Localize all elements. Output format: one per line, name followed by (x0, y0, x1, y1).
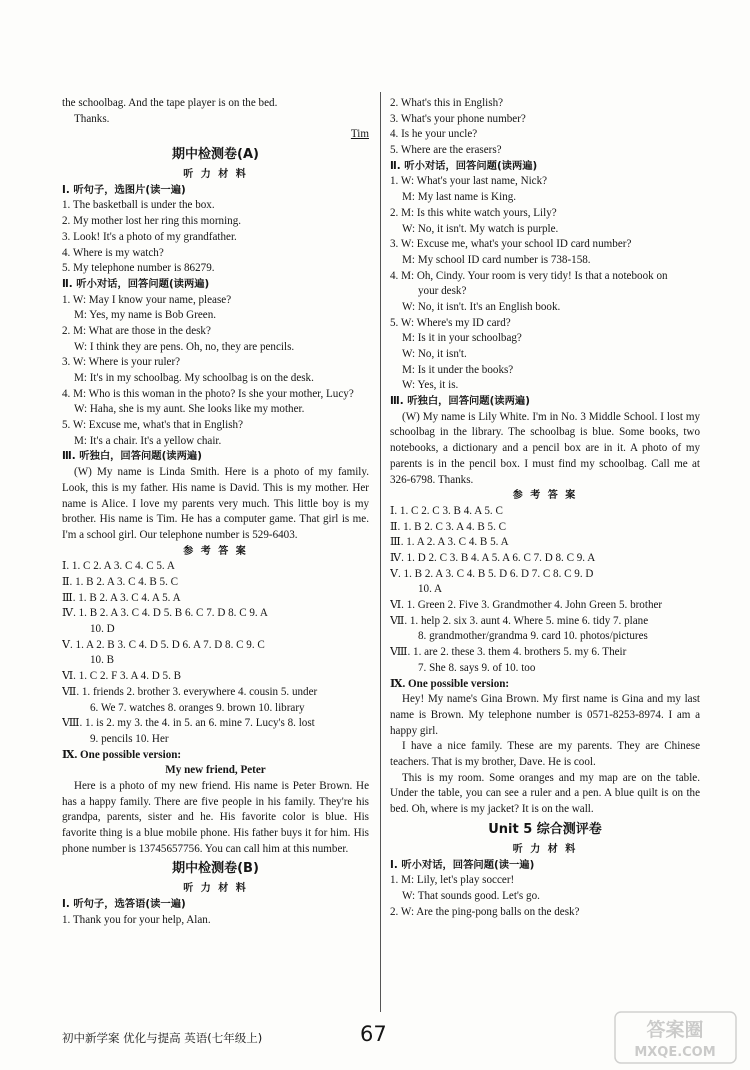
right-column-line: 4. Is he your uncle? (390, 128, 478, 141)
left-column-line: Tim (350, 128, 369, 141)
left-column-line: M: It's a chair. It's a yellow chair. (74, 434, 222, 447)
right-column-line: 5. Where are the erasers? (390, 144, 502, 157)
right-column-line: Ⅱ. 听小对话，回答问题(读两遍) (390, 159, 538, 172)
right-column-line: 听 力 材 料 (512, 843, 578, 855)
left-column-line: W: I think they are pens. Oh, no, they are pencils. (74, 340, 295, 353)
left-column (62, 96, 369, 929)
right-column-line: Ⅲ. 1. A 2. A 3. C 4. B 5. A (390, 536, 509, 549)
left-column-line: W: Haha, she is my aunt. She looks like my mother. (74, 403, 305, 416)
left-column-line: the schoolbag. And the tape player is on the bed. (62, 97, 278, 109)
left-column-line: Ⅲ. 1. B 2. A 3. C 4. A 5. A (62, 591, 181, 604)
right-column-line: (W) My name is Lily White. I'm in No. 3 Middle School. I lost my schoolbag in the library. The schoolbag is blue. Some books, two notebooks, a dictionary and a pencil box are in it. A photo of my parents is in the pencil box. I must find my schoolbag. Call me at 326-6798. Thanks. (390, 410, 700, 486)
svg-text:答案圈: 答案圈 (646, 1019, 704, 1041)
right-column-line: 参 考 答 案 (512, 490, 578, 502)
left-column-line: 3. W: Where is your ruler? (62, 356, 181, 369)
right-column-line: 3. W: Excuse me, what's your school ID card number? (390, 238, 632, 251)
right-column-line: W: Yes, it is. (402, 379, 459, 392)
right-column-line: Hey! My name's Gina Brown. My first name is Gina and my last name is Brown. My telephone number is 0571-8253-8974. I am a happy girl. (390, 693, 700, 737)
left-column-line: M: It's in my schoolbag. My schoolbag is on the desk. (74, 372, 314, 384)
left-column-line: 9. pencils 10. Her (90, 732, 169, 745)
left-column-line: Ⅱ. 听小对话，回答问题(读两遍) (62, 277, 210, 290)
left-column-line: Ⅷ. 1. is 2. my 3. the 4. in 5. an 6. mine 7. Lucy's 8. lost (62, 717, 315, 730)
left-column-line: 期中检测卷(B) (172, 861, 259, 877)
page-number: 67 (360, 1022, 387, 1046)
right-column-line: W: No, it isn't. It's an English book. (402, 300, 561, 313)
right-column-line: Ⅸ. One possible version: (390, 677, 510, 690)
right-column-line: Ⅶ. 1. help 2. six 3. aunt 4. Where 5. mine 6. tidy 7. plane (390, 614, 649, 627)
left-column-line: Ⅲ. 听独白，回答问题(读两遍) (62, 450, 202, 463)
left-column-line: Ⅱ. 1. B 2. A 3. C 4. B 5. C (62, 576, 179, 589)
right-column-line: 2. What's this in English? (390, 97, 504, 109)
left-column-line: 参 考 答 案 (183, 545, 248, 557)
left-column-line: Ⅰ. 听句子，选图片(读一遍) (62, 183, 186, 196)
left-column-line: 2. M: What are those in the desk? (62, 324, 211, 337)
right-column-line: Ⅵ. 1. Green 2. Five 3. Grandmother 4. John Green 5. brother (390, 599, 663, 612)
right-column-line: Unit 5 综合测评卷 (488, 821, 602, 837)
right-column-line: This is my room. Some oranges and my map are on the table. Under the table, you can see a ruler and a pen. A blue quilt is on the bed. Oh, where is my jacket? It is on the wall. (390, 771, 700, 816)
watermark-logo (613, 1010, 738, 1065)
right-column-line: Ⅴ. 1. B 2. A 3. C 4. B 5. D 6. D 7. C 8. C 9. D (390, 567, 594, 580)
left-column-line: Ⅶ. 1. friends 2. brother 3. everywhere 4. cousin 5. under (62, 685, 318, 698)
right-column-line: 1. W: What's your last name, Nick? (390, 175, 548, 188)
left-column-line: Ⅰ. 听句子，选答语(读一遍) (62, 898, 186, 911)
left-column-line: Ⅳ. 1. B 2. A 3. C 4. D 5. B 6. C 7. D 8. C 9. A (62, 607, 268, 620)
left-column-line: 4. Where is my watch? (62, 246, 164, 259)
left-column-line: 听 力 材 料 (183, 883, 248, 895)
right-column-line: W: That sounds good. Let's go. (402, 889, 540, 902)
left-column-line: 1. Thank you for your help, Alan. (62, 913, 211, 926)
right-column-line: M: Is it in your schoolbag? (402, 332, 522, 345)
left-column-line: 期中检测卷(A) (172, 147, 259, 163)
right-column-line: M: My last name is King. (402, 191, 517, 204)
right-column (390, 96, 700, 920)
right-column-line: Ⅱ. 1. B 2. C 3. A 4. B 5. C (390, 520, 507, 533)
left-column-line: Ⅵ. 1. C 2. F 3. A 4. D 5. B (62, 670, 182, 683)
left-column-line: Ⅴ. 1. A 2. B 3. C 4. D 5. D 6. A 7. D 8. C 9. C (62, 638, 265, 651)
left-column-line: 1. The basketball is under the box. (62, 199, 215, 212)
svg-text:MXQE.COM: MXQE.COM (634, 1045, 716, 1060)
right-column-line: W: No, it isn't. My watch is purple. (402, 222, 559, 235)
right-column-line: Ⅲ. 听独白，回答问题(读两遍) (390, 395, 530, 408)
right-column-line: 2. W: Are the ping-pong balls on the desk? (390, 905, 580, 918)
left-column-line: Ⅸ. One possible version: (62, 748, 182, 761)
right-column-line: I have a nice family. These are my parents. They are Chinese teachers. That is my brother, Dave. He is cool. (390, 740, 700, 769)
right-column-line: Ⅳ. 1. D 2. C 3. B 4. A 5. A 6. C 7. D 8. C 9. A (390, 552, 596, 565)
right-column-line: 3. What's your phone number? (390, 112, 526, 125)
book-title-footer: 初中新学案 优化与提高 英语(七年级上) (62, 1031, 263, 1045)
left-column-line: Ⅰ. 1. C 2. A 3. C 4. C 5. A (62, 560, 175, 573)
right-column-line: 4. M: Oh, Cindy. Your room is very tidy! Is that a notebook on (390, 269, 668, 282)
right-column-line: 1. M: Lily, let's play soccer! (390, 874, 515, 887)
left-column-line: (W) My name is Linda Smith. Here is a photo of my family. Look, this is my father. His name is David. This is my mother. Her name is Alice. I love my parents very much. This little boy is my brother. His name is Tim. He has a computer game. That girl is me. I'm a school girl. Our telephone number is 529-6403. (62, 466, 369, 541)
right-column-line: your desk? (418, 285, 467, 298)
left-column-line: 3. Look! It's a photo of my grandfather. (62, 230, 237, 243)
right-column-line: Ⅰ. 听小对话，回答问题(读一遍) (390, 858, 535, 871)
left-column-line: 1. W: May I know your name, please? (62, 293, 232, 306)
left-column-line: 5. W: Excuse me, what's that in English? (62, 419, 244, 432)
right-column-line: Ⅰ. 1. C 2. C 3. B 4. A 5. C (390, 504, 503, 517)
left-column-line: M: Yes, my name is Bob Green. (74, 309, 217, 322)
right-column-line: 5. W: Where's my ID card? (390, 316, 511, 329)
right-column-line: 10. A (418, 583, 443, 596)
left-column-line: 10. D (90, 623, 115, 636)
left-column-line: 2. My mother lost her ring this morning. (62, 215, 242, 228)
left-column-line: 10. B (90, 654, 115, 667)
right-column-line: 2. M: Is this white watch yours, Lily? (390, 206, 557, 219)
left-column-line: 听 力 材 料 (183, 169, 248, 181)
left-column-line: Thanks. (74, 112, 110, 125)
right-column-line: Ⅷ. 1. are 2. these 3. them 4. brothers 5. my 6. Their (390, 646, 627, 659)
right-column-line: M: Is it under the books? (402, 363, 514, 376)
left-column-line: My new friend, Peter (165, 764, 266, 777)
right-column-line: 8. grandmother/grandma 9. card 10. photos/pictures (418, 630, 648, 643)
left-column-line: 5. My telephone number is 86279. (62, 262, 215, 275)
left-column-line: 6. We 7. watches 8. oranges 9. brown 10. library (90, 701, 305, 714)
left-column-line: Here is a photo of my new friend. His name is Peter Brown. He has a happy family. There are five people in his family. They're his grandpa, parents, sister and he. His favorite color is blue. His favorite thing is a blue mobile phone. His father buys it for him. His phone number is 13745657756. You can call him at this number. (62, 779, 369, 855)
column-divider (380, 92, 381, 1012)
right-column-line: M: My school ID card number is 738-158. (402, 253, 591, 266)
left-column-line: 4. M: Who is this woman in the photo? Is she your mother, Lucy? (62, 387, 354, 400)
right-column-line: W: No, it isn't. (402, 348, 467, 360)
right-column-line: 7. She 8. says 9. of 10. too (418, 661, 536, 674)
